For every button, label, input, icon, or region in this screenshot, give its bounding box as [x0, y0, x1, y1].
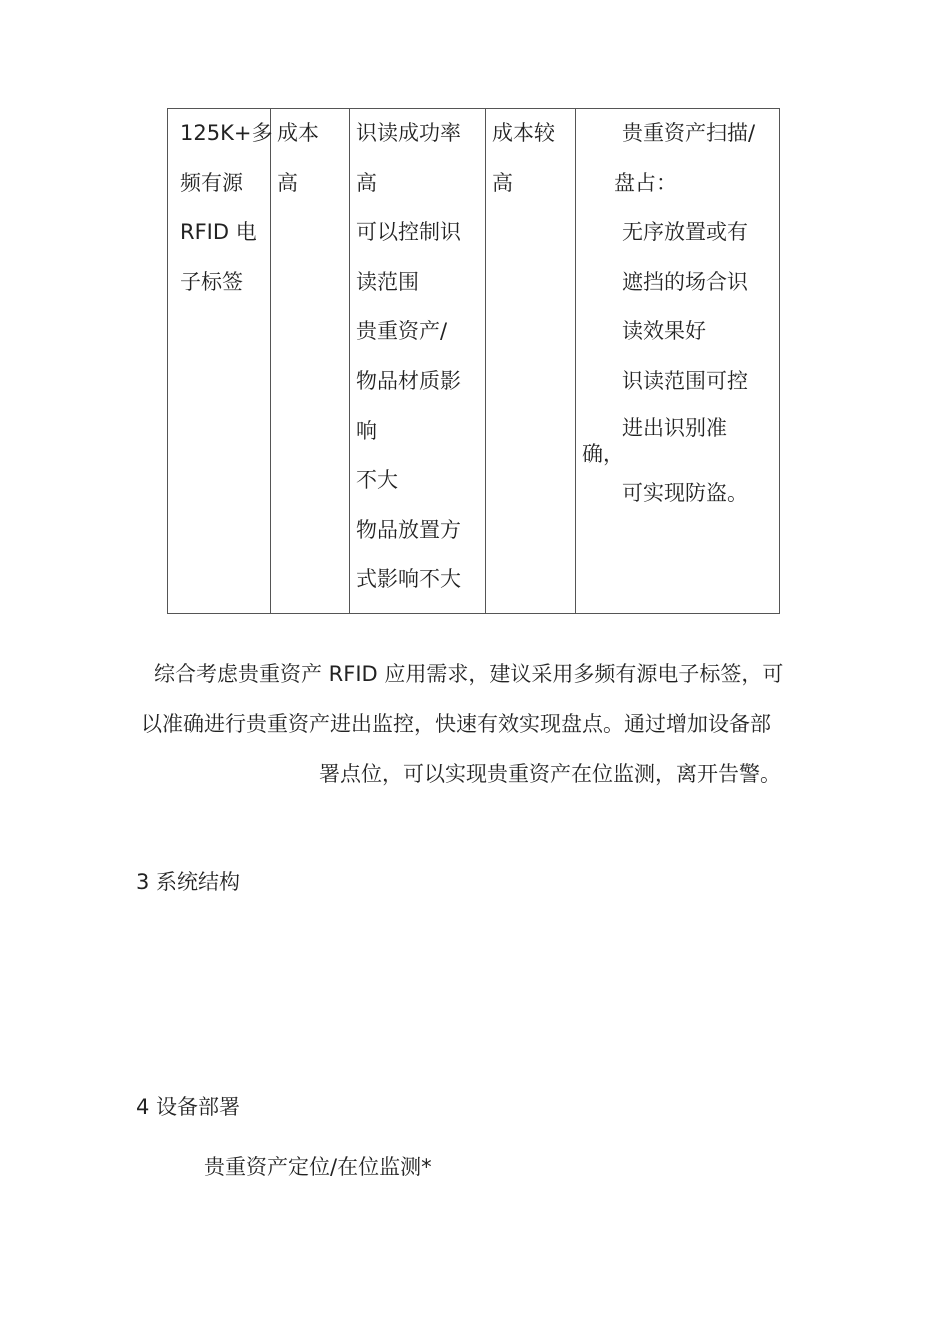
paragraph-line: 署点位，可以实现贵重资产在位监测，离开告警。 — [319, 762, 781, 786]
cell-line: 高 — [492, 170, 513, 195]
performance-cell — [350, 109, 486, 614]
cell-line: 读范围 — [356, 269, 419, 294]
cell-line: 读效果好 — [622, 319, 706, 344]
cell-line: 高 — [277, 170, 298, 195]
cell-line: 识读范围可控 — [622, 368, 748, 393]
cost-cell — [271, 109, 350, 614]
paragraph-line: 以准确进行贵重资产进出监控，快速有效实现盘点。通过增加设备部 — [141, 712, 771, 736]
section-heading-system-structure: 3 系统结构 — [136, 870, 241, 894]
cell-line: 125K+多 — [180, 121, 273, 145]
tag-type-cell — [168, 109, 271, 614]
cell-line: 可实现防盗。 — [622, 480, 748, 505]
cell-line: 成本较 — [492, 121, 555, 145]
cell-line: 频有源 — [180, 170, 243, 195]
cell-line: 确， — [582, 441, 624, 466]
section-heading-device-deployment: 4 设备部署 — [136, 1095, 241, 1119]
cell-line: 物品材质影 — [356, 368, 461, 393]
cell-line: 盘占： — [614, 170, 677, 195]
table-row — [168, 109, 780, 614]
cell-line: 成本 — [277, 121, 319, 145]
cell-line: 不大 — [356, 468, 398, 493]
cell-line: 进出识别准 — [622, 415, 727, 440]
cell-line: 遮挡的场合识 — [622, 269, 748, 294]
comparison-table — [167, 108, 780, 614]
cell-line: 贵重资产/ — [356, 319, 448, 344]
cell-line: 子标签 — [180, 269, 243, 294]
cell-line: 识读成功率 — [356, 121, 461, 145]
cell-line: 贵重资产扫描/ — [622, 121, 756, 145]
paragraph-line: 综合考虑贵重资产 RFID 应用需求，建议采用多频有源电子标签，可 — [154, 662, 784, 686]
cell-line: 高 — [356, 170, 377, 195]
subsection-heading: 贵重资产定位/在位监测* — [204, 1155, 432, 1179]
application-cell — [576, 109, 780, 614]
cell-line: 无序放置或有 — [622, 220, 748, 245]
cost-compare-cell — [486, 109, 576, 614]
cell-line: 物品放置方 — [356, 517, 461, 542]
cell-line: RFID 电 — [180, 220, 257, 245]
cell-line: 式影响不大 — [356, 567, 461, 592]
cell-line: 可以控制识 — [356, 220, 461, 245]
cell-line: 响 — [356, 418, 377, 443]
